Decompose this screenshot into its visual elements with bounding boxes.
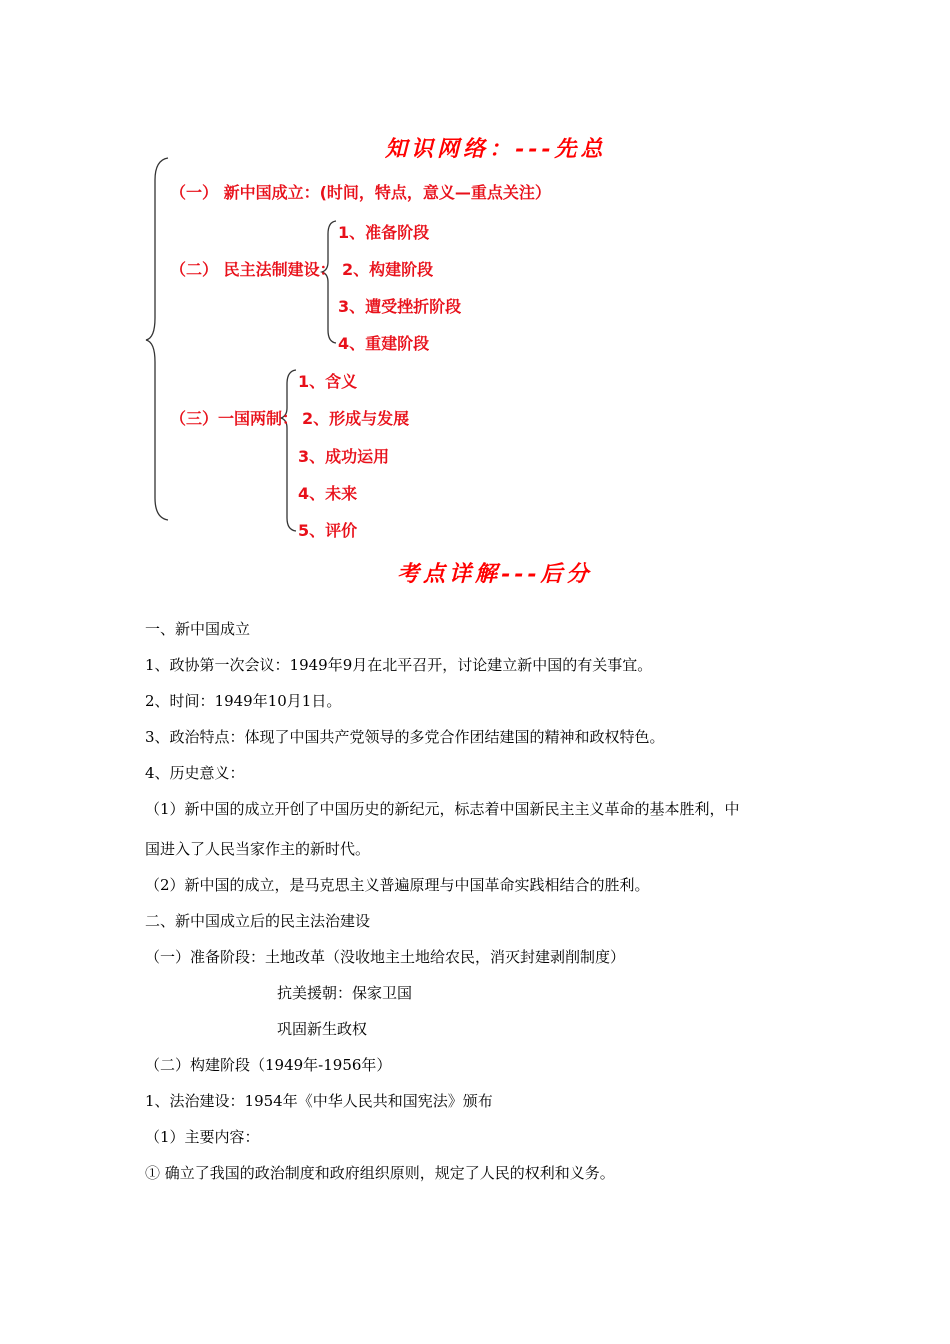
exam-points-heading: 考点详解---后分 xyxy=(397,561,593,587)
text-line: 巩固新生政权 xyxy=(277,1020,368,1038)
democracy-sub-4: 4、重建阶段 xyxy=(338,334,430,353)
brace-one-country xyxy=(281,370,296,531)
text-line: （1）新中国的成立开创了中国历史的新纪元，标志着中国新民主主义革命的基本胜利，中 xyxy=(145,800,740,818)
text-line: （1）主要内容： xyxy=(145,1128,260,1146)
text-line: 4、历史意义： xyxy=(145,764,245,782)
text-line: 1、法治建设：1954年《中华人民共和国宪法》颁布 xyxy=(145,1092,493,1110)
text-line: 1、政协第一次会议：1949年9月在北平召开，讨论建立新中国的有关事宜。 xyxy=(145,656,653,674)
knowledge-network-heading: 知识网络：---先总 xyxy=(385,136,607,162)
democracy-sub-3: 3、遭受挫折阶段 xyxy=(338,297,462,316)
text-line: 2、时间：1949年10月1日。 xyxy=(145,692,342,710)
text-line: 3、政治特点：体现了中国共产党领导的多党合作团结建国的精神和政权特色。 xyxy=(145,728,665,746)
brace-democracy xyxy=(322,221,336,343)
text-line: （一）准备阶段：土地改革（没收地主土地给农民，消灭封建剥削制度） xyxy=(145,948,626,966)
one-country-sub-5: 5、评价 xyxy=(298,521,358,540)
text-line: 抗美援朝：保家卫国 xyxy=(277,984,413,1002)
one-country-sub-2: 2、形成与发展 xyxy=(302,409,410,428)
text-line: （2）新中国的成立，是马克思主义普遍原理与中国革命实践相结合的胜利。 xyxy=(145,876,650,894)
text-line: （二）构建阶段（1949年-1956年） xyxy=(145,1056,392,1074)
democracy-sub-2: 2、构建阶段 xyxy=(342,260,434,279)
democracy-sub-1: 1、准备阶段 xyxy=(338,223,430,242)
one-country-sub-4: 4、未来 xyxy=(298,484,358,503)
one-country-sub-3: 3、成功运用 xyxy=(298,447,390,466)
text-line: 国进入了人民当家作主的新时代。 xyxy=(145,840,371,858)
network-item-founding: （一） 新中国成立：(时间，特点，意义—重点关注） xyxy=(170,183,551,202)
outer-brace xyxy=(146,158,168,520)
network-item-democracy: （二） 民主法制建设： xyxy=(170,260,336,279)
section-heading: 二、新中国成立后的民主法治建设 xyxy=(145,912,371,930)
text-line: ① 确立了我国的政治制度和政府组织原则，规定了人民的权利和义务。 xyxy=(145,1164,615,1182)
one-country-sub-1: 1、含义 xyxy=(298,372,358,391)
section-heading: 一、新中国成立 xyxy=(145,620,251,638)
network-item-one-country: （三）一国两制： xyxy=(170,409,299,428)
